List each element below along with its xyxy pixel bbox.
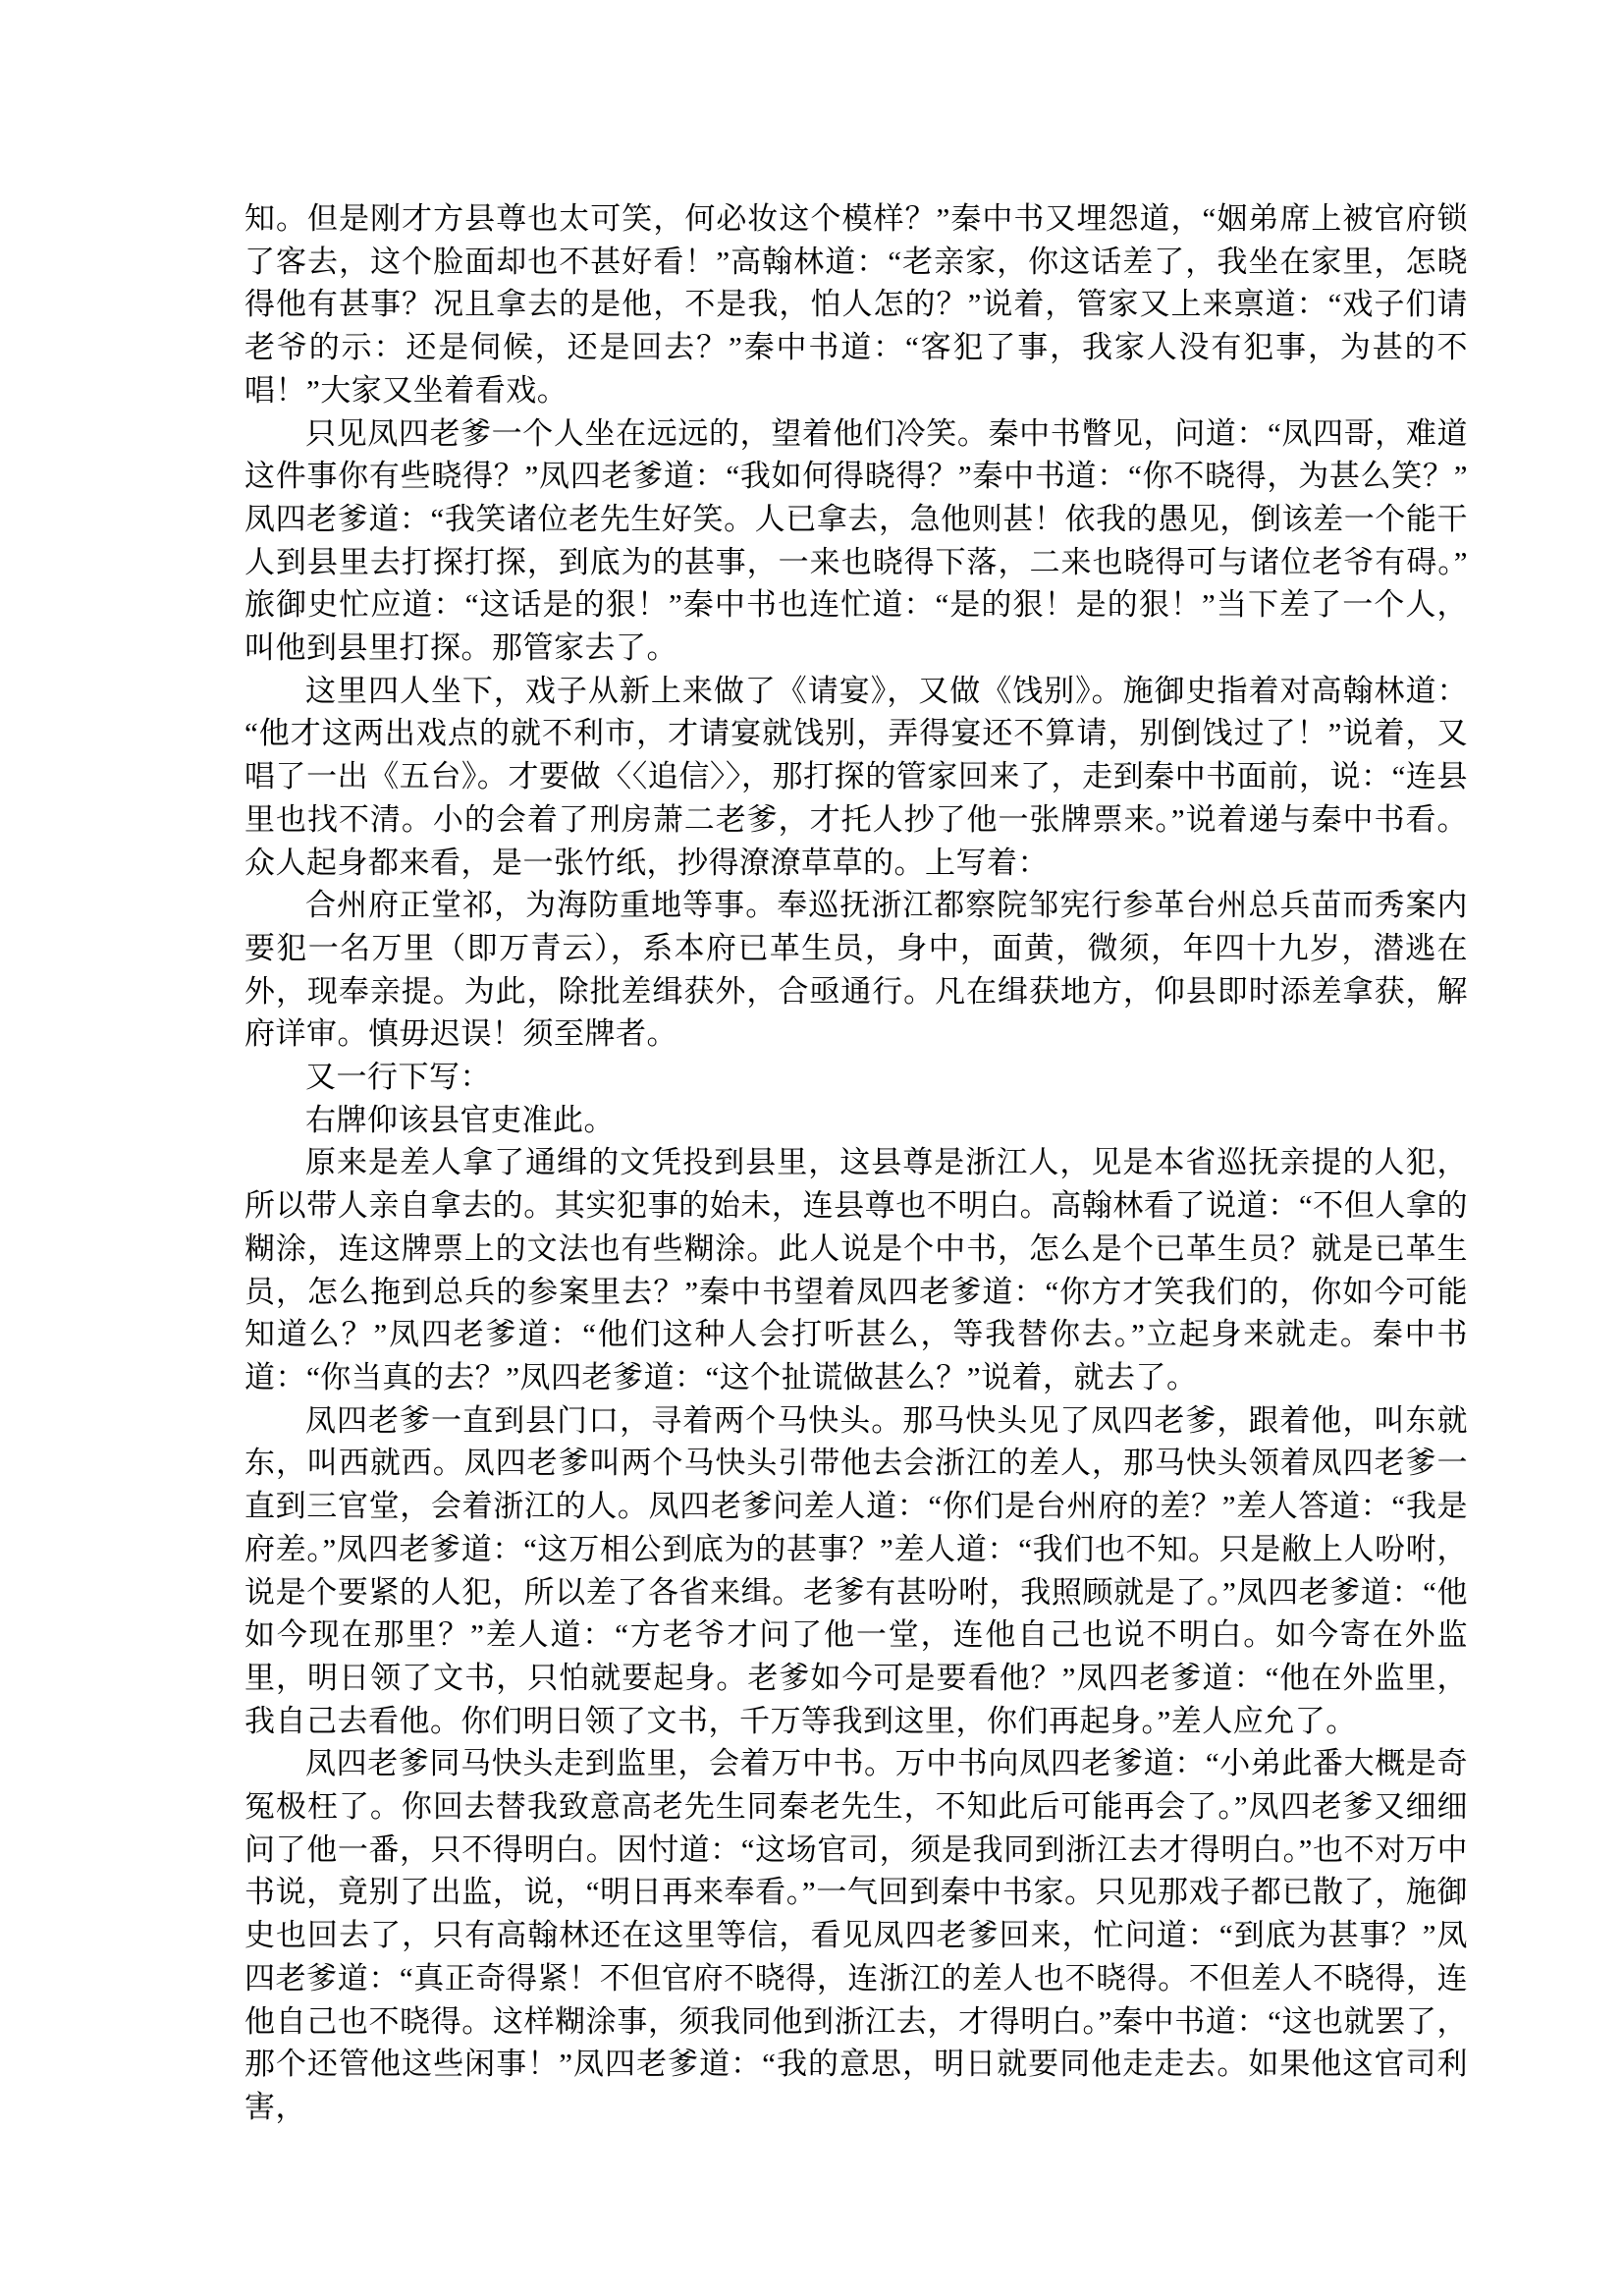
paragraph-4: 合州府正堂祁，为海防重地等事。奉巡抚浙江都察院邹宪行参革台州总兵苗而秀案内要犯一名万里（即万青云），系本府已革生员，身中，面黄，微须，年四十九岁，潜逃在外，现奉亲提。为此，除批差缉获外，合亟通行。凡在缉获地方，仰县即时添差拿获，解府详审。慎毋迟误！须至牌者。 <box>244 888 1468 1052</box>
paragraph-7: 原来是差人拿了通缉的文凭投到县里，这县尊是浙江人，见是本省巡抚亲提的人犯，所以带人亲自拿去的。其实犯事的始未，连县尊也不明白。高翰林看了说道：“不但人拿的糊涂，连这牌票上的文法也有些糊涂。此人说是个中书，怎么是个已革生员？就是已革生员，怎么拖到总兵的参案里去？”秦中书望着凤四老爹道：“你方才笑我们的，你如今可能知道么？”凤四老爹道：“他们这种人会打听甚么，等我替你去。”立起身来就走。秦中书道：“你当真的去？”凤四老爹道：“这个扯谎做甚么？”说着，就去了。 <box>244 1145 1468 1394</box>
paragraph-2: 只见凤四老爹一个人坐在远远的，望着他们冷笑。秦中书瞥见，问道：“凤四哥，难道这件事你有些晓得？”凤四老爹道：“我如何得晓得？”秦中书道：“你不晓得，为甚么笑？”凤四老爹道：“我笑诸位老先生好笑。人已拿去，急他则甚！依我的愚见，倒该差一个能干人到县里去打探打探，到底为的甚事，一来也晓得下落，二来也晓得可与诸位老爷有碍。”旅御史忙应道：“这话是的狠！”秦中书也连忙道：“是的狠！是的狠！”当下差了一个人，叫他到县里打探。那管家去了。 <box>244 415 1468 666</box>
paragraph-1: 知。但是刚才方县尊也太可笑，何必妆这个模样？”秦中书又埋怨道，“姻弟席上被官府锁了客去，这个脸面却也不甚好看！”高翰林道：“老亲家，你这话差了，我坐在家里，怎晓得他有甚事？况且拿去的是他，不是我，怕人怎的？”说着，管家又上来禀道：“戏子们请老爷的示：还是伺候，还是回去？”秦中书道：“客犯了事，我家人没有犯事，为甚的不唱！”大家又坐着看戏。 <box>244 201 1468 408</box>
paragraph-5: 又一行下写： <box>305 1060 491 1095</box>
paragraph-6: 右牌仰该县官吏准此。 <box>305 1102 615 1137</box>
paragraph-3: 这里四人坐下，戏子从新上来做了《请宴》，又做《饯别》。施御史指着对高翰林道：“他才这两出戏点的就不利市，才请宴就饯别，弄得宴还不算请，别倒饯过了！”说着，又唱了一出《五台》。才要做〈〈追信〉〉，那打探的管家回来了，走到秦中书面前，说：“连县里也找不清。小的会着了刑房萧二老爹，才托人抄了他一张牌票来。”说着递与秦中书看。众人起身都来看，是一张竹纸，抄得潦潦草草的。上写着： <box>244 673 1468 880</box>
paragraph-9: 凤四老爹同马快头走到监里，会着万中书。万中书向凤四老爹道：“小弟此番大概是奇冤极枉了。你回去替我致意高老先生同秦老先生，不知此后可能再会了。”凤四老爹又细细问了他一番，只不得明白。因忖道：“这场官司，须是我同到浙江去才得明白。”也不对万中书说，竟别了出监，说，“明日再来奉看。”一气回到秦中书家。只见那戏子都已散了，施御史也回去了，只有高翰林还在这里等信，看见凤四老爹回来，忙问道：“到底为甚事？”凤四老爹道：“真正奇得紧！不但官府不晓得，连浙江的差人也不晓得。不但差人不晓得，连他自己也不晓得。这样糊涂事，须我同他到浙江去，才得明白。”秦中书道：“这也就罢了，那个还管他这些闲事！”凤四老爹道：“我的意思，明日就要同他走走去。如果他这官司利害， <box>244 1746 1468 2124</box>
paragraph-8: 凤四老爹一直到县门口，寻着两个马快头。那马快头见了凤四老爹，跟着他，叫东就东，叫西就西。凤四老爹叫两个马快头引带他去会浙江的差人，那马快头领着凤四老爹一直到三官堂，会着浙江的人。凤四老爹问差人道：“你们是台州府的差？”差人答道：“我是府差。”凤四老爹道：“这万相公到底为的甚事？”差人道：“我们也不知。只是敝上人吩咐，说是个要紧的人犯，所以差了各省来缉。老爹有甚吩咐，我照顾就是了。”凤四老爹道：“他如今现在那里？”差人道：“方老爷才问了他一堂，连他自己也说不明白。如今寄在外监里，明日领了文书，只怕就要起身。老爹如今可是要看他？”凤四老爹道：“他在外监里，我自己去看他。你们明日领了文书，千万等我到这里，你们再起身。”差人应允了。 <box>244 1402 1468 1738</box>
text-block <box>244 197 1468 2129</box>
